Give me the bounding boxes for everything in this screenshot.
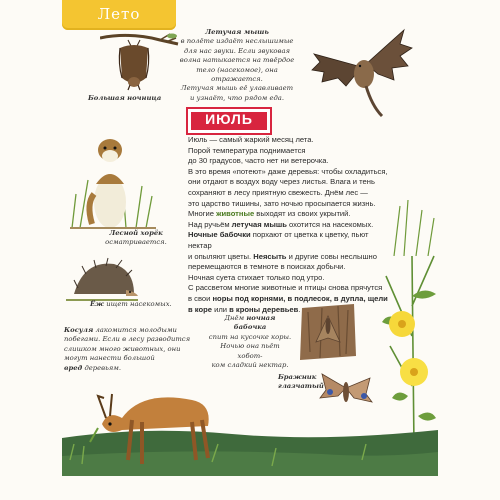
roe-caption-line: слишком много животных, они xyxy=(64,344,181,353)
flying-bat-illustration xyxy=(308,26,418,118)
keyword: в кроны деревьев xyxy=(229,304,299,314)
article-line: Июль — самый жаркий месяц лета. xyxy=(188,135,314,144)
ferret-caption-text: осматривается. xyxy=(105,238,167,247)
article-line: сохраняют в лесу приятную свежесть. Днём лес — xyxy=(188,187,368,197)
roe-caption-text-2: деревьям. xyxy=(82,363,122,372)
ferret-illustration xyxy=(66,124,156,234)
month-title: ИЮЛЬ xyxy=(205,111,253,127)
bat-caption-line: тело (насекомое), она отражается. xyxy=(196,65,278,84)
bat-caption-line: Летучая мышь её улавливает xyxy=(180,84,294,93)
roe-caption-bold: Косуля xyxy=(64,326,94,334)
keyword: норы под корнями, в подлесок, в дупла, щели xyxy=(212,293,388,303)
article-line: это царство тишины, зато ночью просыпается жизнь. xyxy=(188,198,376,208)
article-line: они отдают в воздух воду через листья. Влага и тень xyxy=(188,177,375,187)
article-text: или xyxy=(211,304,230,314)
bat-caption-line: волна натыкается на твёрдое xyxy=(179,56,295,65)
article-text: Над ручьём xyxy=(188,219,232,229)
moth-caption-line: ком сладкий нектар. xyxy=(211,361,289,370)
hedgehog-caption-bold: Ёж xyxy=(90,300,105,308)
roe-caption-bold-2: вред xyxy=(64,363,83,372)
ferret-caption-bold: Лесной хорёк xyxy=(109,229,163,237)
moth-caption-line: спит на кусочке коры. xyxy=(208,332,292,341)
hedgehog-caption-text: ищет насекомых. xyxy=(104,300,172,308)
hawkmoth-label-line: Бражник xyxy=(278,373,317,381)
season-tab xyxy=(62,0,176,30)
ferret-caption xyxy=(96,229,176,248)
bat-caption-bold: Летучая мышь xyxy=(205,28,269,36)
article-text: . xyxy=(298,304,301,314)
bat-caption-line: и узнаёт, что рядом еда. xyxy=(189,93,285,102)
hedgehog-caption xyxy=(90,300,172,309)
keyword: летучая мышь xyxy=(231,219,287,229)
grass-illustration xyxy=(388,196,438,256)
bat-caption-line: для нас звуки. Если звуковая xyxy=(183,46,291,55)
article-line: до 30 градусов, часто нет ни ветерочка. xyxy=(188,156,329,166)
article-text: охотится на насекомых. xyxy=(286,219,374,229)
article-text: Многие xyxy=(188,209,217,219)
roe-caption-line: могут нанести большой xyxy=(64,354,155,363)
article-text: порхают от цветка к цветку, пьют нектар xyxy=(188,230,369,250)
article-text: выходят из своих укрытий. xyxy=(254,209,351,219)
roe-deer-scene xyxy=(62,360,438,476)
article-line: С рассветом многие животные и птицы снова прячутся xyxy=(188,283,383,293)
keyword: Неясыть xyxy=(253,251,287,261)
article-line: Порой температура поднимается xyxy=(188,145,306,155)
keyword: животные xyxy=(216,209,255,219)
article-line: перемещаются в темноте в поисках добычи. xyxy=(188,262,346,272)
article-text: и другие совы неслышно xyxy=(286,251,377,261)
moth-caption-line: Ночью она пьёт хобот- xyxy=(220,342,280,360)
article-line: Ночная суета стихает только под утро. xyxy=(188,272,325,282)
moth-caption-text: Днём xyxy=(224,314,247,322)
season-title: Лето xyxy=(97,5,141,23)
article-line: В это время «потеют» даже деревья: чтобы охладиться, xyxy=(188,166,388,176)
bat-caption xyxy=(178,28,296,103)
roe-caption-line: побегами. Если в лесу разводится xyxy=(64,335,191,344)
article-text: и опыляют цветы. xyxy=(188,251,254,261)
hawkmoth-label-line: глазчатый xyxy=(278,382,324,391)
moth-caption-bold: ночная бабочка xyxy=(233,314,276,332)
month-badge xyxy=(186,107,272,135)
keyword: в коре xyxy=(188,304,212,314)
bat-caption-line: в полёте издаёт неслышимые xyxy=(180,37,294,46)
keyword: Ночные бабочки xyxy=(188,230,251,240)
article-text: в свои xyxy=(188,293,213,303)
main-article xyxy=(188,135,392,315)
roe-caption-text: лакомится молодыми xyxy=(93,326,177,334)
hanging-bat-illustration xyxy=(100,30,180,92)
bat-species-label: Большая ночница xyxy=(88,94,162,102)
hedgehog-illustration xyxy=(64,254,140,304)
